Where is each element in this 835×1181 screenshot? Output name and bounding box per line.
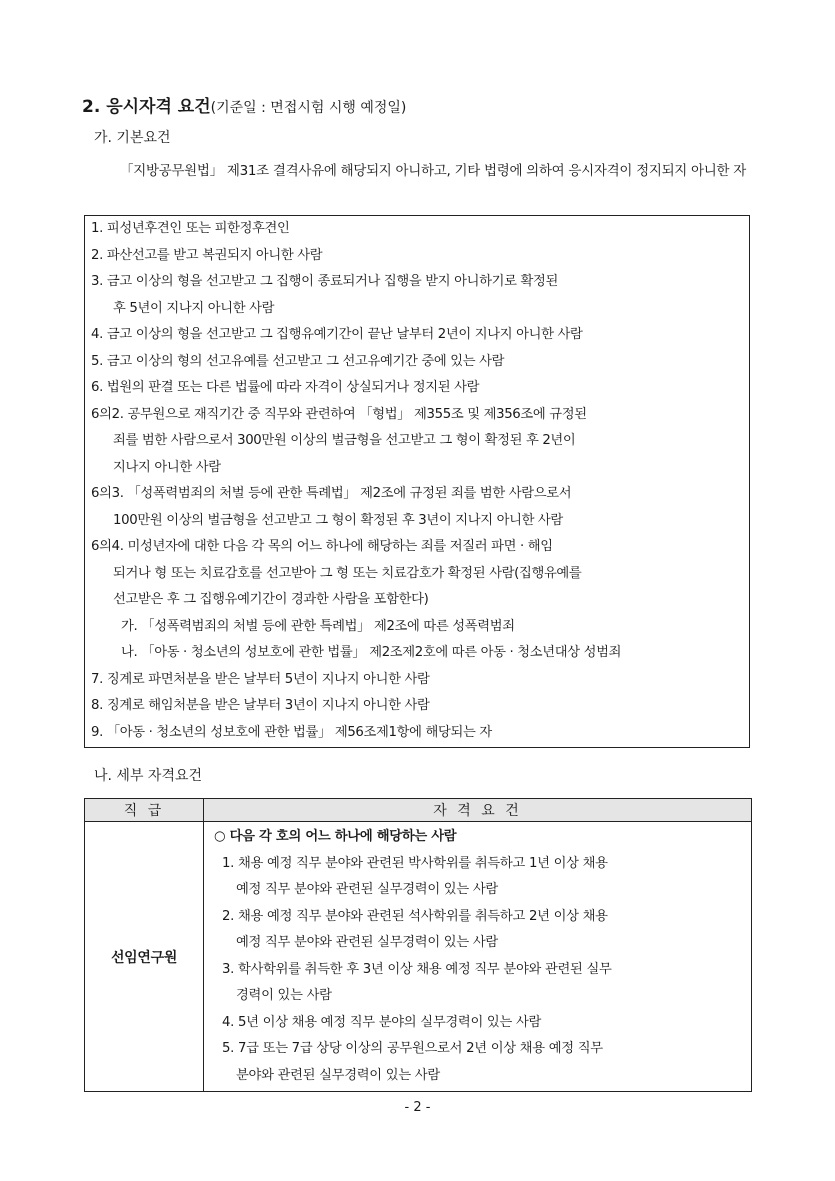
disqualification-item-continued: 지나지 아니한 사람 xyxy=(113,459,221,475)
section-title-note: (기준일 : 면접시험 시행 예정일) xyxy=(210,100,407,116)
disqualification-item: 6의2. 공무원으로 재직기간 중 직무와 관련하여 「형법」 제355조 및 제356조에 규정된 xyxy=(91,406,587,422)
disqualification-item: 3. 금고 이상의 형을 선고받고 그 집행이 종료되거나 집행을 받지 아니하기로 확정된 xyxy=(91,274,558,289)
disqualification-item: 9. 「아동 · 청소년의 성보호에 관한 법률」 제56조제1항에 해당되는 자 xyxy=(91,724,492,740)
disqualification-item: 6의4. 미성년자에 대한 다음 각 목의 어느 하나에 해당하는 죄를 저질러 파면 · 해임 xyxy=(91,539,553,554)
basic-requirements-description: 「지방공무원법」 제31조 결격사유에 해당되지 아니하고, 기타 법령에 의하여 응시자격이 정지되지 아니한 자 xyxy=(120,163,746,179)
disqualification-item: 2. 파산선고를 받고 복권되지 아니한 사람 xyxy=(91,247,323,263)
table-header-row xyxy=(85,799,752,822)
disqualification-item: 8. 징계로 해임처분을 받은 날부터 3년이 지나지 아니한 사람 xyxy=(91,698,430,713)
disqualification-item-continued: 100만원 이상의 벌금형을 선고받고 그 형이 확정된 후 3년이 지나지 아니한 사람 xyxy=(113,512,563,528)
requirements-table xyxy=(84,798,752,1092)
requirement-item: 3. 학사학위를 취득한 후 3년 이상 채용 예정 직무 분야와 관련된 실무 xyxy=(222,961,612,977)
disqualification-item: 6. 법원의 판결 또는 다른 법률에 따라 자격이 상실되거나 정지된 사람 xyxy=(91,380,480,395)
requirements-cell xyxy=(204,822,752,1092)
page-number: - 2 - xyxy=(404,1100,431,1115)
disqualification-box xyxy=(84,215,750,748)
section-title-text: 2. 응시자격 요건 xyxy=(82,97,211,117)
detail-requirements-heading: 나. 세부 자격요건 xyxy=(94,768,203,784)
disqualification-item: 1. 피성년후견인 또는 피한정후견인 xyxy=(91,221,290,236)
section-title xyxy=(82,92,406,117)
disqualification-subitem: 나. 「아동 · 청소년의 성보호에 관한 법률」 제2조제2호에 따른 아동 · 청소년대상 성범죄 xyxy=(121,645,622,660)
disqualification-item-continued: 선고받은 후 그 집행유예기간이 경과한 사람을 포함한다) xyxy=(113,592,429,607)
disqualification-item: 6의3. 「성폭력범죄의 처벌 등에 관한 특례법」 제2조에 규정된 죄를 범한 사람으로서 xyxy=(91,486,572,501)
disqualification-item: 4. 금고 이상의 형을 선고받고 그 집행유예기간이 끝난 날부터 2년이 지나지 아니한 사람 xyxy=(91,327,583,342)
disqualification-item: 5. 금고 이상의 형의 선고유예를 선고받고 그 선고유예기간 중에 있는 사람 xyxy=(91,353,505,369)
disqualification-item: 7. 징계로 파면처분을 받은 날부터 5년이 지나지 아니한 사람 xyxy=(91,671,430,687)
requirement-item: 4. 5년 이상 채용 예정 직무 분야의 실무경력이 있는 사람 xyxy=(222,1014,542,1030)
disqualification-item-continued: 죄를 범한 사람으로서 300만원 이상의 벌금형을 선고받고 그 형이 확정된 후 2년이 xyxy=(113,433,576,448)
disqualification-item-continued: 후 5년이 지나지 아니한 사람 xyxy=(113,300,275,316)
requirement-item-continued: 예정 직무 분야와 관련된 실무경력이 있는 사람 xyxy=(236,882,498,897)
grade-cell: 선임연구원 xyxy=(85,822,204,1092)
requirement-item: 5. 7급 또는 7급 상당 이상의 공무원으로서 2년 이상 채용 예정 직무 xyxy=(222,1041,603,1056)
requirement-item-continued: 분야와 관련된 실무경력이 있는 사람 xyxy=(236,1067,440,1083)
requirement-item-continued: 경력이 있는 사람 xyxy=(236,988,332,1003)
requirement-item: 2. 채용 예정 직무 분야와 관련된 석사학위를 취득하고 2년 이상 채용 xyxy=(222,908,608,924)
requirement-item-continued: 예정 직무 분야와 관련된 실무경력이 있는 사람 xyxy=(236,935,498,950)
disqualification-subitem: 가. 「성폭력범죄의 처벌 등에 관한 특례법」 제2조에 따른 성폭력범죄 xyxy=(121,618,515,634)
header-requirements: 자 격 요 건 xyxy=(204,799,752,822)
header-grade: 직 급 xyxy=(85,799,204,822)
basic-requirements-heading: 가. 기본요건 xyxy=(94,130,171,146)
requirements-lead: ○ 다음 각 호의 어느 하나에 해당하는 사람 xyxy=(214,829,457,844)
disqualification-item-continued: 되거나 형 또는 치료감호를 선고받아 그 형 또는 치료감호가 확정된 사람(집행유예를 xyxy=(113,565,582,581)
table-row xyxy=(85,822,752,1092)
requirement-item: 1. 채용 예정 직무 분야와 관련된 박사학위를 취득하고 1년 이상 채용 xyxy=(222,855,608,871)
